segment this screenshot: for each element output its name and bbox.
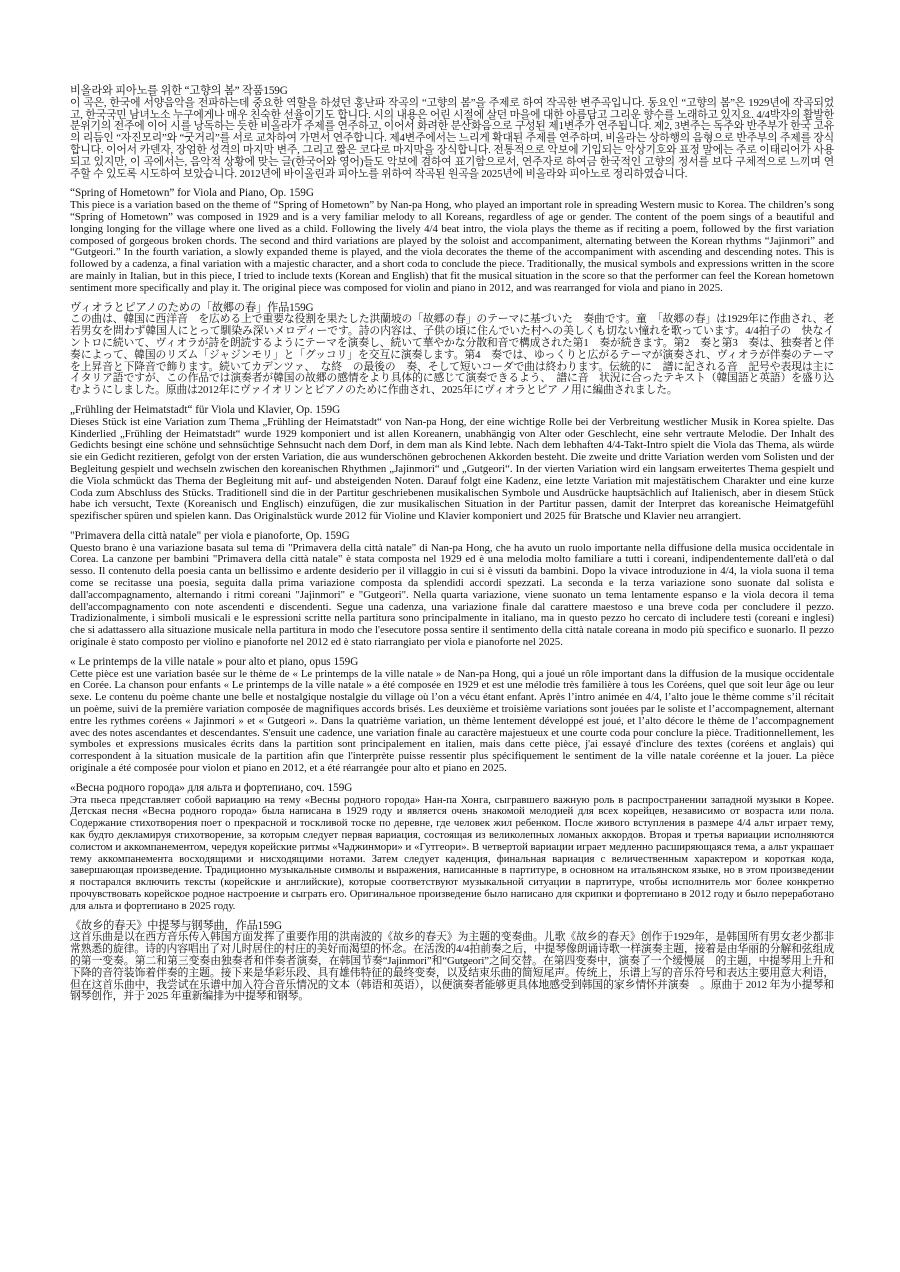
section-italian — [70, 531, 834, 649]
section-body-german: Dieses Stück ist eine Variation zum Thema „Frühling der Heimatstadt“ von Nan-pa Hong, der eine wichtige Rolle bei der Verbreitung westlicher Musik in Korea spielte. Das Kinderlied „Frühling der Heimatstadt“ wurde 1929 komponiert und ist allen Koreanern, unabhängig von Alter oder Geschlecht, eine sehr vertraute Melodie. Der Inhalt des Gedichts besingt eine schöne und sehnsüchtige Sehnsucht nach dem Dorf, in dem man als Kind lebte. Nach dem lebhaften 4/4-Takt-Intro spielt die Viola das Thema, als würde sie ein Gedicht rezitieren, gefolgt von der ersten Variation, die aus wunderschönen gebrochenen Akkorden besteht. Die zweite und dritte Variation werden vom Solisten und der Begleitung gespielt und wechseln zwischen den koreanischen Rhythmen „Jajinmori“ und „Gutgeori“. In der vierten Variation wird ein langsam erweitertes Thema gespielt und die Viola schmückt das Thema der Begleitung mit auf- und absteigenden Noten. Darauf folgt eine Kadenz, eine letzte Variation mit majestätischem Charakter und eine kurze Coda zum Abschluss des Stücks. Traditionell sind die in der Partitur geschriebenen musikalischen Symbole und Ausdrücke hauptsächlich auf Italienisch, aber in diesem Stück habe ich versucht, Texte (Koreanisch und Englisch) einzufügen, die zur musikalischen Situation in der Partitur passen, damit der Interpret das koreanische Heimatgefühl spezifischer spüren und spielen kann. Das Originalstück wurde 2012 für Violine und Klavier komponiert und 2025 für Bratsche und Klavier neu arrangiert. — [70, 415, 834, 523]
section-title-italian: "Primavera della città natale" per viola e pianoforte, Op. 159G — [70, 529, 350, 542]
section-korean — [70, 86, 834, 180]
section-russian — [70, 783, 834, 913]
section-german — [70, 405, 834, 523]
section-body-korean: 이 곡은, 한국에 서양음악을 전파하는데 중요한 역할을 하셨던 홍난파 작곡의 “고향의 봄”을 주제로 하여 작곡한 변주곡입니다. 동요인 “고향의 봄”은 1929년에 작곡되었고, 한국국민 남녀노소 누구에게나 매우 친숙한 선율이기도 합니다. 시의 내용은 어린 시절에 살던 마을에 대한 아름답고 그리운 향수를 노래하고 있지요. 4/4박자의 활발한 분위기의 전주에 이어 시를 낭독하는 듯한 비올라가 주제를 연주하고, 이어서 화려한 분산화음으로 구성된 제1변주가 연주됩니다. 제2, 3변주는 독주와 반주부가 한국 고유의 리듬인 “자진모리”와 “굿거리”를 서로 교차하여 가면서 연주합니다. 제4변주에서는 느리게 확대된 주제를 연주하며, 비올라는 상하행의 음형으로 반주부의 주제를 장식합니다. 이어서 카덴자, 장엄한 성격의 마지막 변주, 그리고 짧은 코다로 마지막을 장식합니다. 전통적으로 악보에 기입되는 악상기호와 표정 말에는 주로 이태리어가 사용되고 있지만, 이 곡에서는, 음악적 상황에 맞는 글(한국어와 영어)들도 악보에 겸하여 표기함으로서, 연주자로 하여금 한국적인 고향의 정서를 보다 구체적으로 느끼며 연주할 수 있도록 시도하여 보았습니다. 2012년에 바이올린과 피아노를 위하여 작곡된 원곡을 2025년에 비올라와 피아노로 정리하였습니다. — [70, 96, 834, 180]
section-title-french: « Le printemps de la ville natale » pour alto et piano, opus 159G — [70, 655, 359, 668]
section-body-italian: Questo brano è una variazione basata sul tema di "Primavera della città natale" di Nan-pa Hong, che ha avuto un ruolo importante nella diffusione della musica occidentale in Corea. La canzone per bambini "Primavera della città natale" è stata composta nel 1929 ed è una melodia molto familiare a tutti i coreani, indipendentemente dall'età o dal sesso. Il contenuto della poesia canta un bellissimo e ardente desiderio per il villaggio in cui si è vissuti da bambini. Dopo la vivace introduzione in 4/4, la viola suona il tema come se recitasse una poesia, seguita dalla prima variazione composta da splendidi accordi spezzati. La seconda e la terza variazione sono suonate dal solista e dall'accompagnamento, alternando i ritmi coreani "Jajinmori" e "Gutgeori". Nella quarta variazione, viene suonato un tema lentamente espanso e la viola decora il tema dell'accompagnamento con note ascendenti e discendenti. Segue una cadenza, una variazione finale dal carattere maestoso e una breve coda per concludere il pezzo. Tradizionalmente, i simboli musicali e le espressioni scritte nella partitura sono principalmente in italiano, ma in questo pezzo ho cercato di includere testi (coreani e inglesi) che si adattassero alla situazione musicale nella partitura in modo che l'esecutore possa sentire il sentimento della città natale coreana in modo più specifico e suonarlo. Il pezzo originale è stato composto per violino e pianoforte nel 2012 ed è stato riarrangiato per viola e pianoforte nel 2025. — [70, 541, 834, 649]
section-body-french: Cette pièce est une variation basée sur le thème de « Le printemps de la ville natale » de Nan-pa Hong, qui a joué un rôle important dans la diffusion de la musique occidentale en Corée. La chanson pour enfants « Le printemps de la ville natale » a été composée en 1929 et est une mélodie très familière à tous les Coréens, quel que soit leur âge ou leur sexe. Le contenu du poème chante une belle et nostalgique nostalgie du village où l’on a vécu étant enfant. Après l’intro animée en 4/4, l’alto joue le thème comme s’il récitait un poème, suivi de la première variation composée de magnifiques accords brisés. Les deuxième et troisième variations sont jouées par le soliste et l’accompagnement, alternant entre les rythmes coréens « Jajinmori » et « Gutgeori ». Dans la quatrième variation, un thème lentement développé est joué, et l’alto décore le thème de l’accompagnement avec des notes ascendantes et descendantes. S'ensuit une cadence, une variation finale au caractère majestueux et une courte coda pour conclure la pièce. Traditionnellement, les symboles et expressions musicales écrits dans la partition sont principalement en italien, mais dans cette pièce, j'ai essayé d'inclure des textes (coréens et anglais) qui correspondent à la situation musicale de la partition afin que l'interprète puisse ressentir plus spécifiquement le sentiment de la ville natale coréenne et la jouer. La pièce originale a été composée pour violon et piano en 2012, et a été réarrangée pour alto et piano en 2025. — [70, 667, 834, 775]
section-body-chinese: 这首乐曲是以在西方音乐传入韩国方面发挥了重要作用的洪南波的《故乡的春天》为主题的变奏曲。儿歌《故乡的春天》创作于1929年，是韩国所有男女老少都非常熟悉的旋律。诗的内容唱出了对儿时居住的村庄的美好而渴望的怀念。在活泼的4/4拍前奏之后，中提琴像朗诵诗歌一样演奏主题，接着是由华丽的分解和弦组成的第一变奏。第二和第三变奏由独奏者和伴奏者演奏，在韩国节奏“Jajinmori”和“Gutgeori”之间交替。在第四变奏中，演奏了一个缓慢展 的主题，中提琴用上升和下降的音符装饰着伴奏的主题。接下来是华彩乐段、具有雄伟特征的最终变奏，以及结束乐曲的简短尾声。传统上，乐谱上写的音乐符号和表达主要用意大利语，但在这首乐曲中，我尝试在乐谱中加入符合音乐情况的文本（韩语和英语），以便演奏者能够更具体地感受到韩国的家乡情怀并演奏 。原曲于 2012 年为小提琴和钢琴创作，并于 2025 年重新编排为中提琴和钢琴。 — [70, 931, 834, 1003]
section-title-german: „Frühling der Heimatstadt“ für Viola und Klavier, Op. 159G — [70, 403, 341, 416]
section-title-korean: 비올라와 피아노를 위한 “고향의 봄” 작품159G — [70, 85, 288, 97]
section-chinese — [70, 921, 834, 1004]
section-french — [70, 657, 834, 775]
section-title-russian: «Весна родного города» для альта и фортепиано, соч. 159G — [70, 781, 353, 794]
section-title-chinese: 《故乡的春天》中提琴与钢琴曲，作品159G — [70, 919, 282, 932]
section-title-japanese: ヴィオラとピアノのための「故郷の春」作品159G — [70, 301, 314, 314]
section-title-english: “Spring of Hometown” for Viola and Piano, Op. 159G — [70, 187, 314, 200]
section-body-english: This piece is a variation based on the theme of “Spring of Hometown” by Nan-pa Hong, who played an important role in spreading Western music to Korea. The children’s song “Spring of Hometown” was composed in 1929 and is a very familiar melody to all Koreans, regardless of age or gender. The content of the poem sings of a beautiful and longing longing for the village where one lived as a child. Following the lively 4/4 beat intro, the viola plays the theme as if reciting a poem, followed by the first variation composed of gorgeous broken chords. The second and third variations are played by the soloist and accompaniment, alternating between the Korean rhythms “Jajinmori” and “Gutgeori.” In the fourth variation, a slowly expanded theme is played, and the viola decorates the theme of the accompaniment with ascending and descending notes. This is followed by a cadenza, a final variation with a majestic character, and a short coda to conclude the piece. Traditionally, the musical symbols and expressions written in the score are mainly in Italian, but in this piece, I tried to include texts (Korean and English) that fit the musical situation in the score so that the performer can feel the Korean hometown sentiment more specifically and play it. The original piece was composed for violin and piano in 2012, and was rearranged for viola and piano in 2025. — [70, 199, 834, 294]
section-body-russian: Эта пьеса представляет собой вариацию на тему «Весны родного города» Нан-па Хонга, сыгравшего важную роль в распространении западной музыки в Корее. Детская песня «Весна родного города» была написана в 1929 году и является очень знакомой мелодией для всех корейцев, независимо от возраста или пола. Содержание стихотворения поет о прекрасной и тоскливой тоске по деревне, где человек жил ребенком. После живого вступления в размере 4/4 альт играет тему, как будто декламируя стихотворение, за которым следует первая вариация, состоящая из великолепных ломаных аккордов. Вторая и третья вариации исполняются солистом и аккомпанементом, чередуя корейские ритмы «Чаджинмори» и «Гутгеори». В четвертой вариации играет медленно расширяющаяся тема, а альт украшает тему аккомпанемента восходящими и нисходящими нотами. Затем следует каденция, финальная вариация с величественным характером и короткая кода, завершающая произведение. Традиционно музыкальные символы и выражения, написанные в партитуре, в основном на итальянском языке, но в этом произведении я постарался включить тексты (корейские и английские), которые соответствуют музыкальной ситуации в партитуре, чтобы исполнитель мог более конкретно прочувствовать корейское родное настроение и сыграть его. Оригинальное произведение было написано для скрипки и фортепиано в 2012 году и было переработано для альта и фортепиано в 2025 году. — [70, 793, 834, 912]
section-english — [70, 188, 834, 294]
section-body-japanese: この曲は、韓国に西洋音 を広める上で重要な役割を果たした洪蘭坡の「故郷の春」のテーマに基づいた 奏曲です。童 「故郷の春」は1929年に作曲され、老若男女を問わず韓国人にとって馴染み深いメロディーです。詩の内容は、子供の頃に住んでいた村への美しくも切ない憧れを歌っています。4/4拍子の 快なイントロに続いて、ヴィオラが詩を朗読するようにテーマを演奏し、続いて華やかな分散和音で構成された第1 奏が続きます。第2 奏と第3 奏は、独奏者と伴奏によって、韓国のリズム「ジャジンモリ」と「グッコリ」を交互に演奏します。第4 奏では、ゆっくりと広がるテーマが演奏され、ヴィオラが伴奏のテーマを上昇音と下降音で飾ります。続いてカデンツァ、 な終 の最後の 奏、そして短いコーダで曲は終わります。伝統的に 譜に記される音 記号や表現は主にイタリア語ですが、この作品では演奏者が韓国の故郷の感情をより具体的に感じて演奏できるよう、 譜に音 状況に合ったテキスト（韓国語と英語）を盛り込むようにしました。原曲は2012年にヴァイオリンとピアノのために作曲され、2025年にヴィオラとピア ノ用に編曲されました。 — [70, 313, 834, 397]
section-japanese — [70, 303, 834, 397]
